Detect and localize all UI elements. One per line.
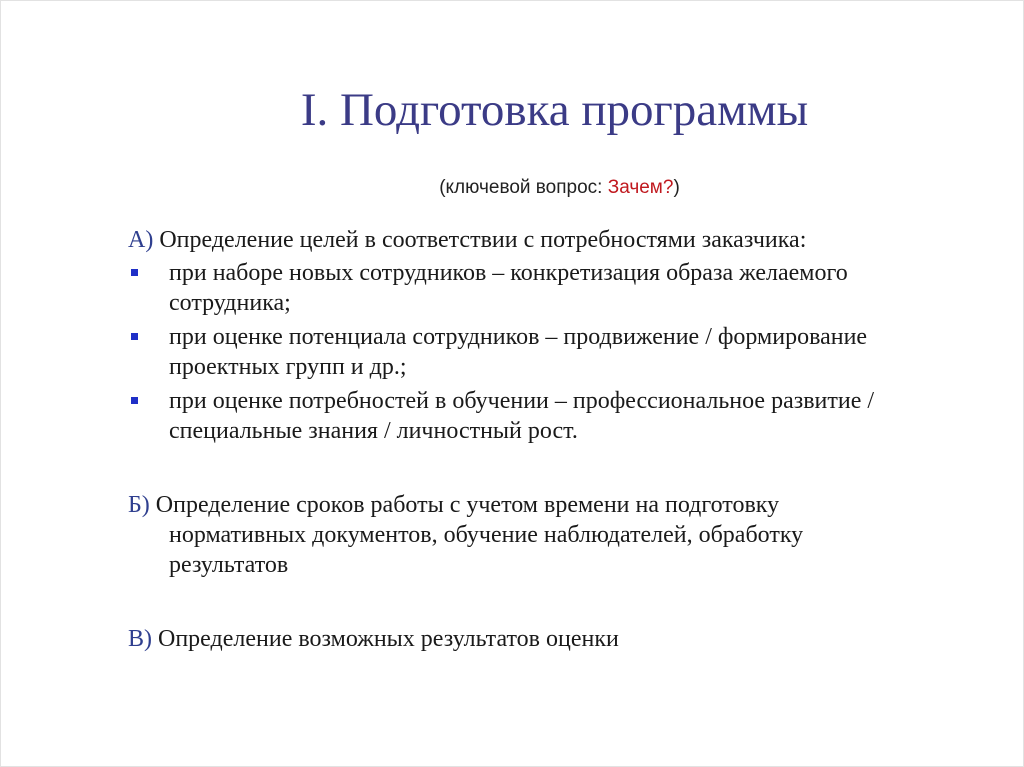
section-a-text: Определение целей в соответствии с потребностями заказчика: bbox=[153, 227, 807, 253]
list-item bbox=[128, 386, 1008, 446]
section-b-line-3: результатов bbox=[169, 552, 289, 578]
section-a-bullet-list bbox=[128, 258, 1008, 446]
list-item-line-1: при оценке потенциала сотрудников – продвижение / формирование bbox=[169, 324, 868, 350]
section-b-label: Б) bbox=[128, 492, 150, 518]
list-item-line-1: при оценке потребностей в обучении – профессиональное развитие / bbox=[169, 388, 875, 414]
square-bullet-icon bbox=[131, 397, 138, 404]
section-c-text: Определение возможных результатов оценки bbox=[152, 626, 619, 652]
square-bullet-icon bbox=[131, 269, 138, 276]
key-question-prefix: (ключевой вопрос: bbox=[439, 177, 608, 198]
section-a bbox=[128, 225, 1008, 446]
list-item-line-2: сотрудника; bbox=[169, 290, 291, 316]
list-item-line-2: проектных групп и др.; bbox=[169, 354, 407, 380]
list-item bbox=[128, 322, 1008, 382]
list-item bbox=[128, 258, 1008, 318]
list-item-line-1: при наборе новых сотрудников – конкретизация образа желаемого bbox=[169, 260, 848, 286]
section-c bbox=[128, 624, 1008, 654]
key-question-suffix: ) bbox=[673, 177, 680, 198]
key-question-accent: Зачем? bbox=[607, 177, 674, 198]
section-b-text: Определение сроков работы с учетом времени на подготовку bbox=[149, 492, 780, 518]
slide-title: I. Подготовка программы bbox=[300, 84, 809, 136]
list-item-line-2: специальные знания / личностный рост. bbox=[169, 418, 578, 444]
section-a-label: А) bbox=[128, 227, 154, 253]
square-bullet-icon bbox=[131, 333, 138, 340]
slide-body bbox=[128, 225, 1008, 654]
section-b-line-2: нормативных документов, обучение наблюдателей, обработку bbox=[169, 522, 804, 548]
section-b bbox=[128, 490, 1008, 580]
section-c-label: В) bbox=[128, 626, 152, 652]
section-b-line-1 bbox=[128, 490, 1008, 520]
section-a-heading bbox=[128, 225, 1008, 255]
key-question bbox=[1, 177, 1023, 199]
